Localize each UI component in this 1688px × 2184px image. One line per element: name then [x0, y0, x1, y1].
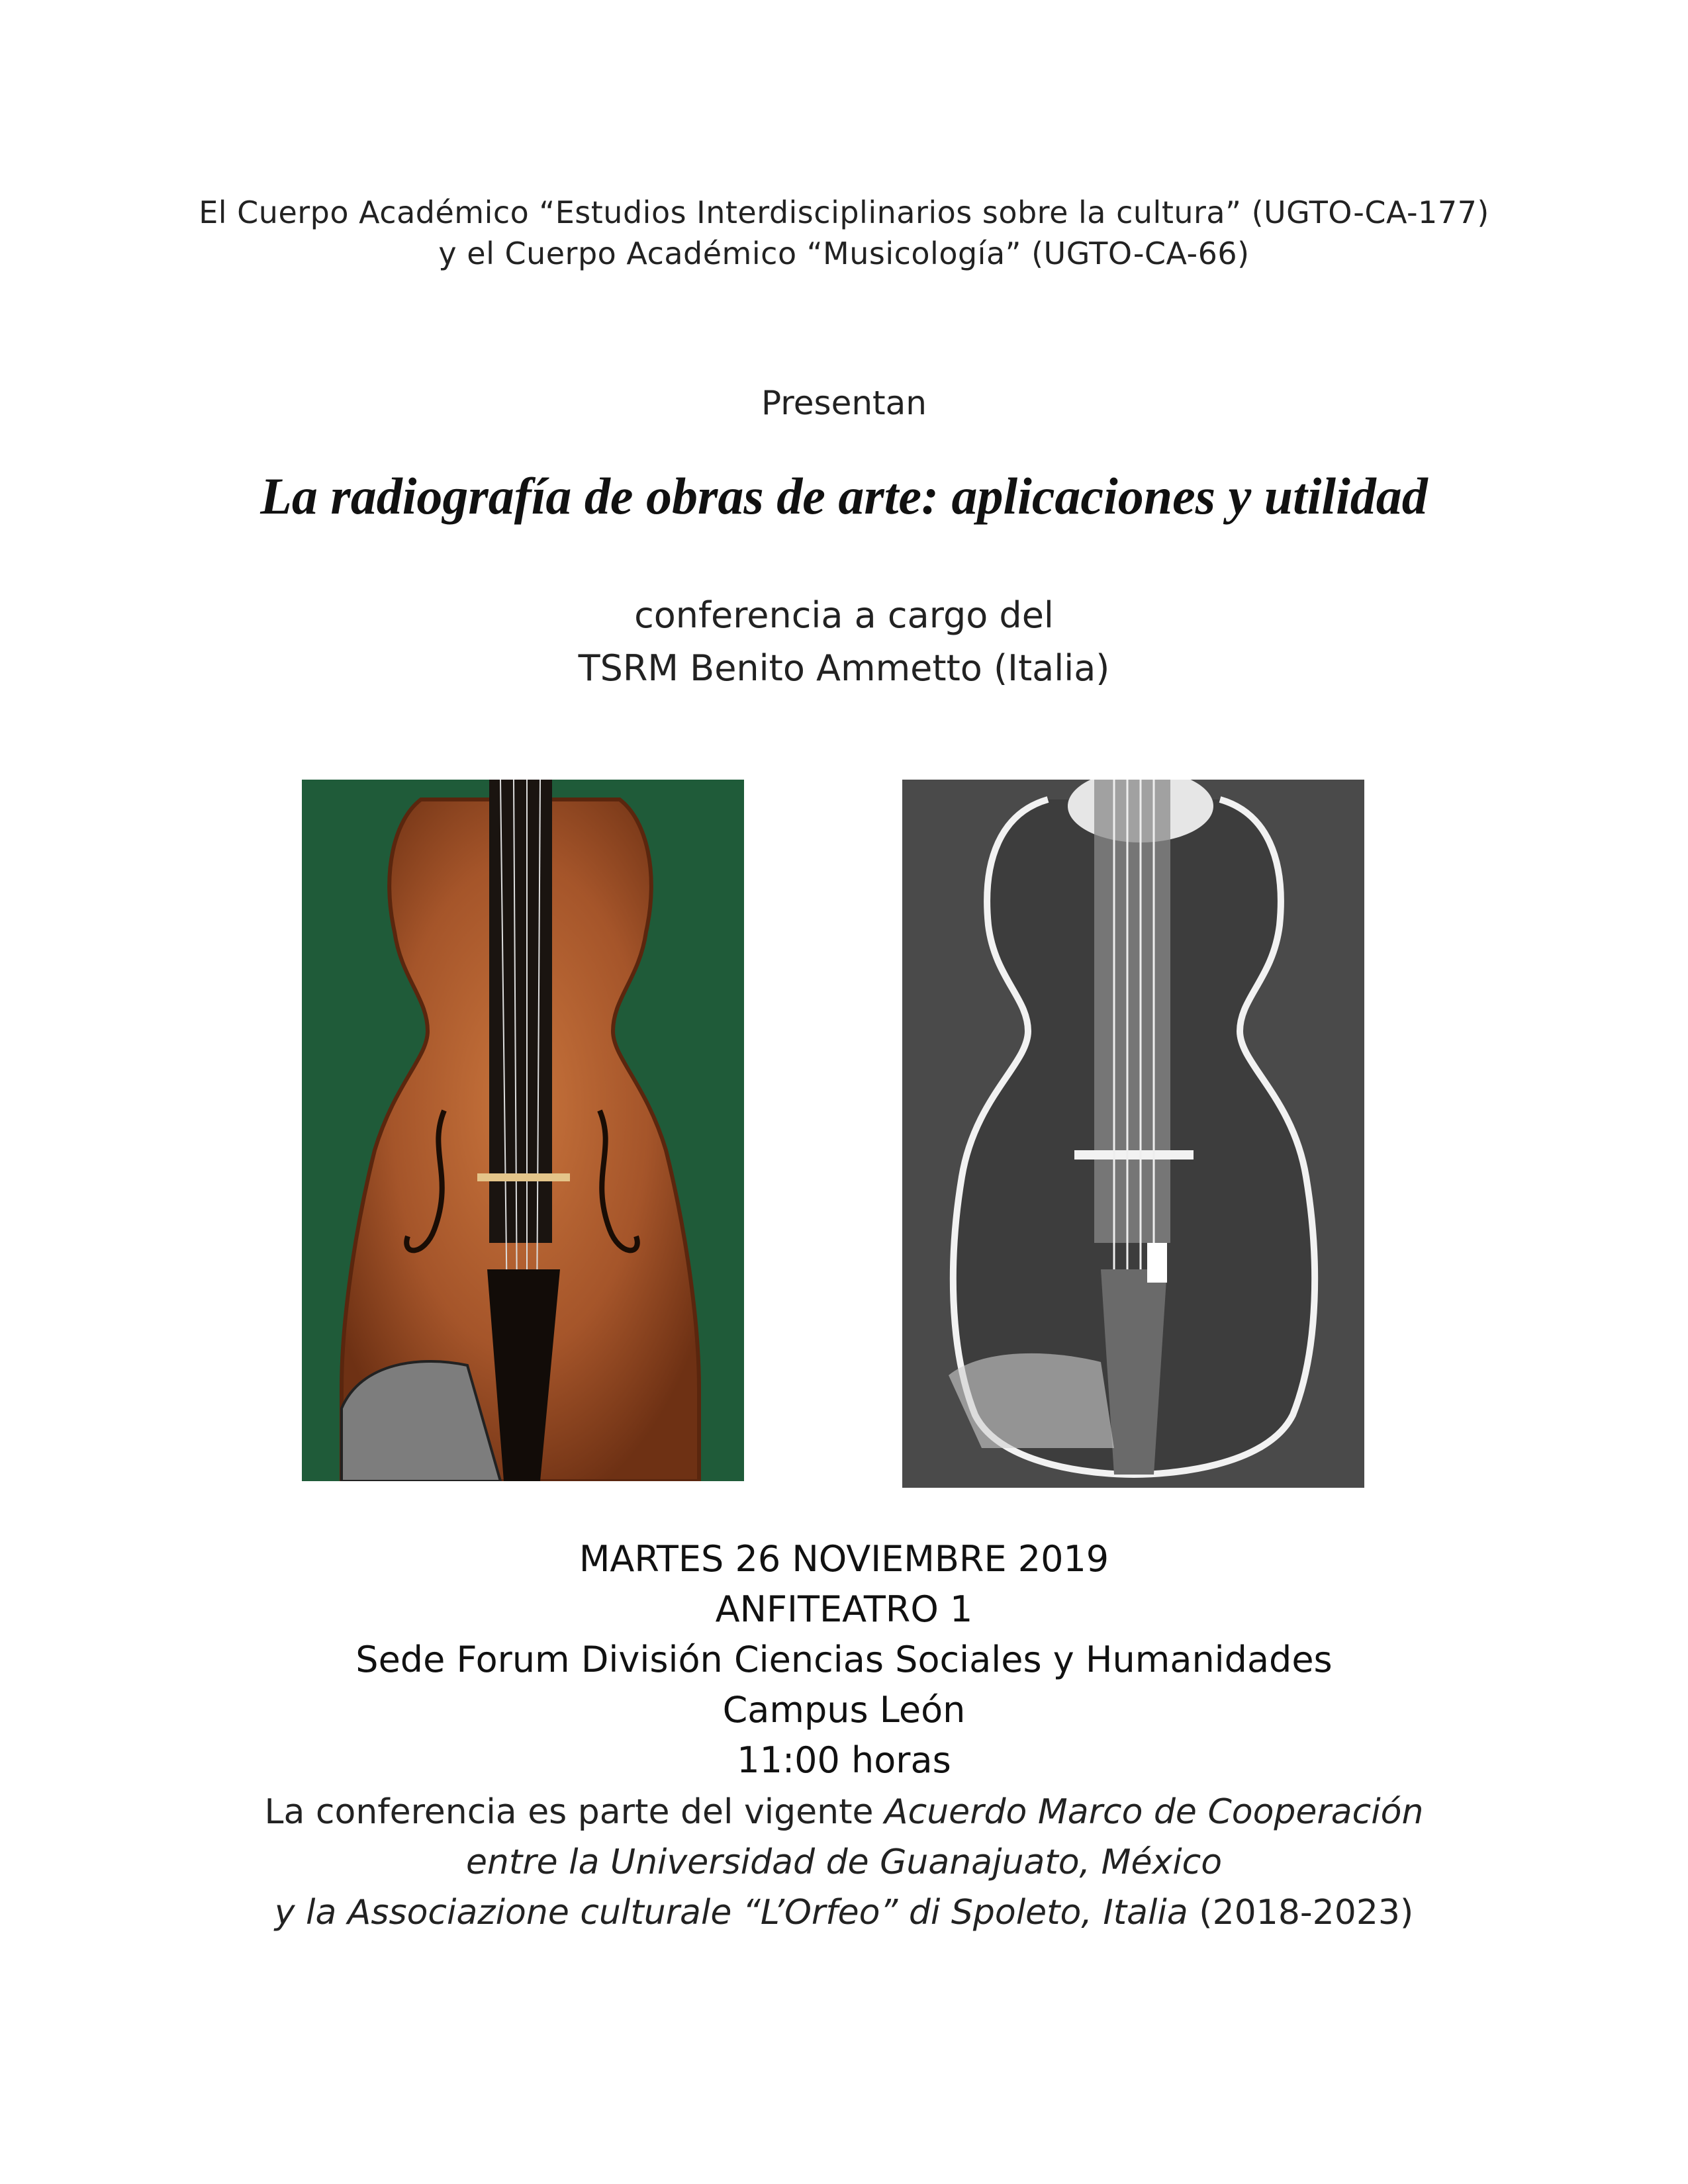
speaker-line-1: conferencia a cargo del — [634, 594, 1054, 636]
note-line-3-italic: y la Associazione culturale “L’Orfeo” di Spoleto, Italia — [274, 1893, 1188, 1933]
event-campus: Campus León — [722, 1689, 966, 1731]
violin-xray-drawing — [902, 780, 1364, 1488]
speaker-line-2: TSRM Benito Ammetto (Italia) — [578, 647, 1110, 689]
note-line-1-italic: Acuerdo Marco de Cooperación — [884, 1792, 1424, 1832]
agreement-note — [0, 1787, 1688, 1938]
note-line-1-plain: La conferencia es parte del vigente — [264, 1792, 885, 1832]
conference-title: La radiografía de obras de arte: aplicaciones y utilidad — [260, 467, 1428, 525]
event-room: ANFITEATRO 1 — [715, 1588, 973, 1630]
note-line-3-plain: (2018-2023) — [1188, 1893, 1414, 1933]
event-venue: Sede Forum División Ciencias Sociales y Humanidades — [355, 1639, 1333, 1680]
violin-photo-drawing — [302, 780, 744, 1481]
note-line-3 — [0, 1888, 1688, 1938]
violin-photo — [302, 780, 744, 1481]
note-line-2-italic: entre la Universidad de Guanajuato, México — [465, 1843, 1223, 1882]
presentan-label: Presentan — [761, 384, 927, 422]
speaker-info — [0, 589, 1688, 695]
note-line-1 — [0, 1787, 1688, 1837]
note-line-2 — [0, 1837, 1688, 1888]
organizer-line-2: y el Cuerpo Académico “Musicología” (UGTO-CA-66) — [438, 236, 1250, 271]
organizer-line-1: El Cuerpo Académico “Estudios Interdisciplinarios sobre la cultura” (UGTO-CA-177) — [199, 195, 1489, 230]
event-date: MARTES 26 NOVIEMBRE 2019 — [579, 1538, 1109, 1580]
organizers — [0, 192, 1688, 274]
violin-xray — [902, 780, 1364, 1488]
event-time: 11:00 horas — [737, 1739, 951, 1781]
event-details — [0, 1534, 1688, 1786]
